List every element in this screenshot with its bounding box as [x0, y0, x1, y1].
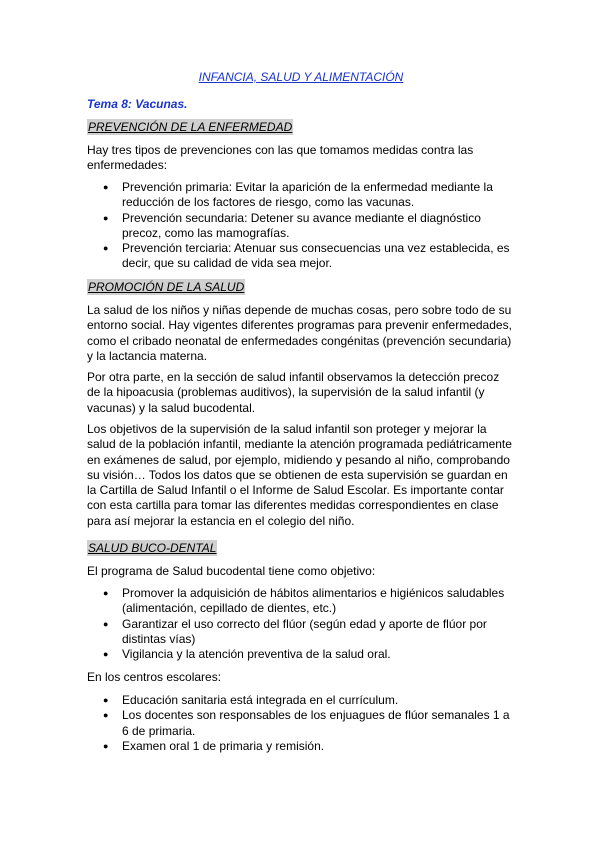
promocion-paragraph-1: La salud de los niños y niñas depende de muchas cosas, pero sobre todo de su entorno social. Hay vigentes diferentes programas para prevenir enfermedades, como el cribado neonatal de enfermedades congénitas (prevención secundaria) y la lactancia materna. [87, 303, 512, 363]
centros-intro: En los centros escolares: [87, 670, 222, 684]
document-title: INFANCIA, SALUD Y ALIMENTACIÓN [198, 70, 404, 84]
list-item: ● Examen oral 1 de primaria y remisión. [87, 739, 515, 754]
topic-title: Tema 8: Vacunas. [87, 97, 188, 111]
heading-promocion: PROMOCIÓN DE LA SALUD [88, 280, 245, 294]
bucodental-list [87, 586, 515, 662]
bucodental-intro: El programa de Salud bucodental tiene como objetivo: [87, 564, 376, 578]
prevencion-list [87, 180, 515, 272]
list-item: ● Los docentes son responsables de los enjuagues de flúor semanales 1 a 6 de primaria. [87, 708, 515, 739]
list-item: ● Prevención primaria: Evitar la aparición de la enfermedad mediante la reducción de los factores de riesgo, como las vacunas. [87, 180, 515, 211]
prevencion-intro: Hay tres tipos de prevenciones con las que tomamos medidas contra las enfermedades: [87, 143, 474, 173]
list-item: ● Educación sanitaria está integrada en el currículum. [87, 693, 515, 708]
list-item: ● Vigilancia y la atención preventiva de la salud oral. [87, 647, 515, 662]
list-item: ● Garantizar el uso correcto del flúor (según edad y aporte de flúor por distintas vías) [87, 617, 515, 648]
promocion-paragraph-2: Por otra parte, en la sección de salud infantil observamos la detección precoz de la hipoacusia (problemas auditivos), la supervisión de la salud infantil (y vacunas) y la salud bucodental. [87, 370, 500, 415]
heading-prevencion: PREVENCIÓN DE LA ENFERMEDAD [88, 120, 293, 134]
heading-bucodental: SALUD BUCO-DENTAL [88, 541, 217, 555]
list-item: ● Prevención secundaria: Detener su avance mediante el diagnóstico precoz, como las mamografías. [87, 211, 515, 242]
list-item: ● Prevención terciaria: Atenuar sus consecuencias una vez establecida, es decir, que su calidad de vida sea mejor. [87, 241, 515, 272]
promocion-paragraph-3: Los objetivos de la supervisión de la salud infantil son proteger y mejorar la salud de la población infantil, mediante la atención programada pediátricamente en exámenes de salud, por ejemplo, midiendo y pesando al niño, comprobando su visión… Todos los datos que se obtienen de esta supervisión se guardan en la Cartilla de Salud Infantil o el Informe de Salud Escolar. Es importante contar con esta cartilla para tomar las diferentes medidas correspondientes en clase para así mejorar la estancia en el colegio del niño. [87, 422, 512, 528]
centros-list [87, 693, 515, 754]
list-item: ● Promover la adquisición de hábitos alimentarios e higiénicos saludables (alimentación, cepillado de dientes, etc.) [87, 586, 515, 617]
